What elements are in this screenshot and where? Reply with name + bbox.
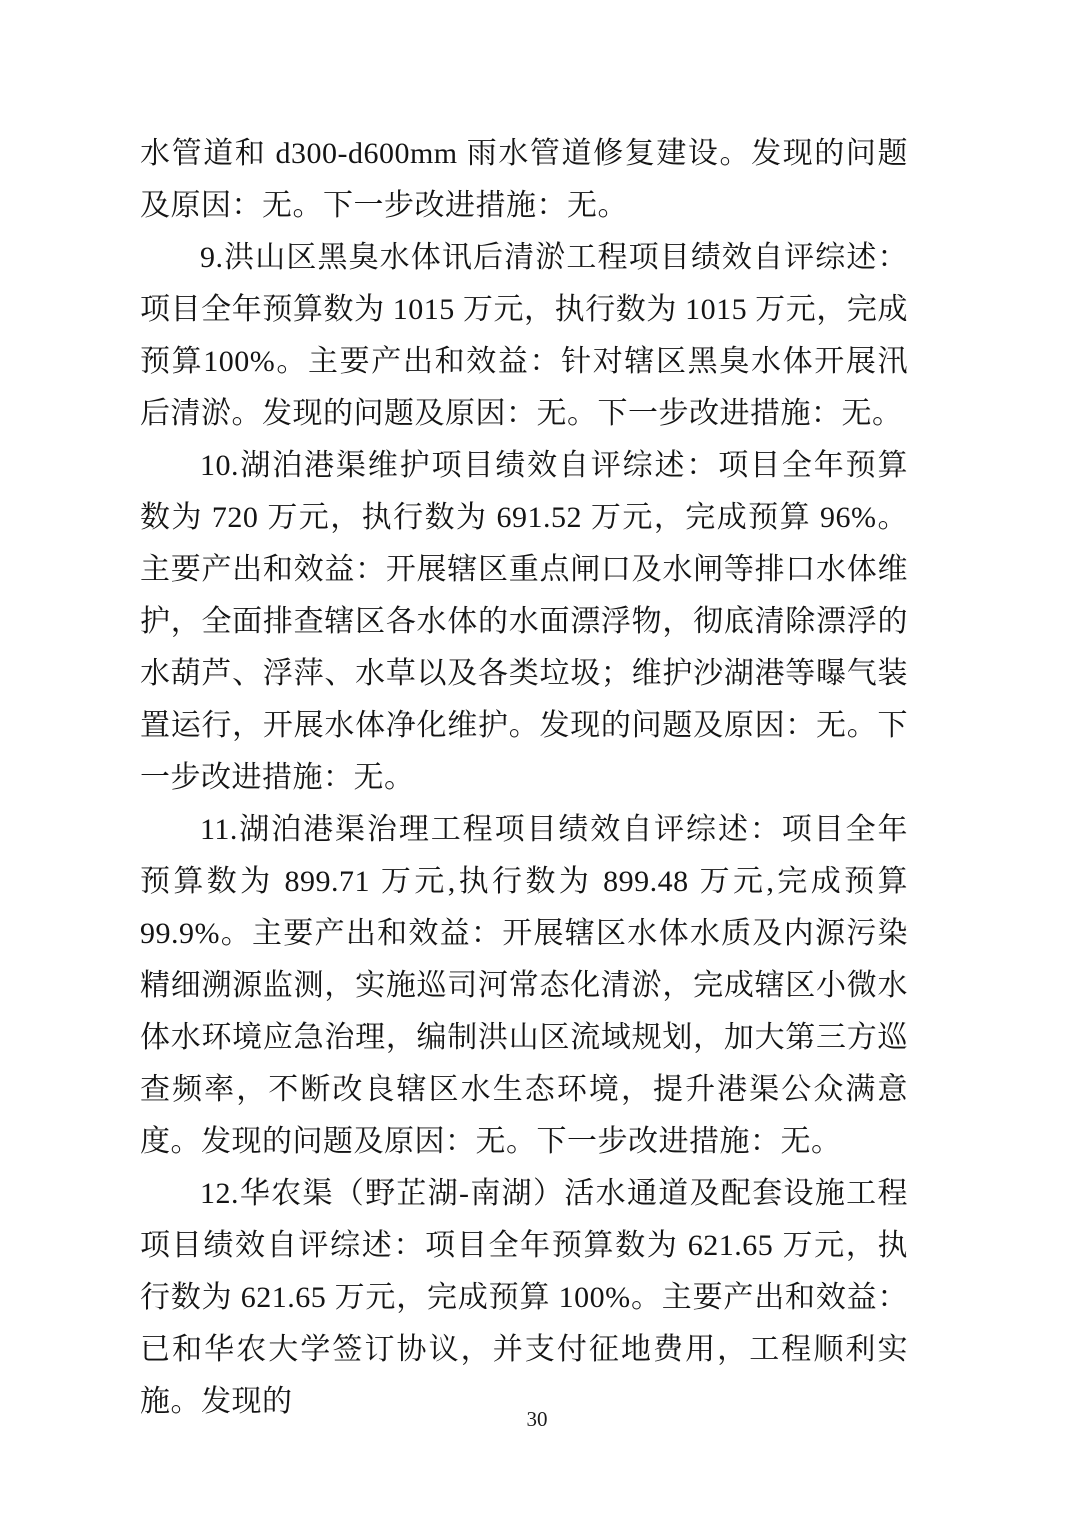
paragraph-item-9: 9.洪山区黑臭水体讯后清淤工程项目绩效自评综述：项目全年预算数为 1015 万元，执行数为 1015 万元，完成预算100%。主要产出和效益：针对辖区黑臭水体开展汛后清淤。发现的问题及原因：无。下一步改进措施：无。: [140, 241, 908, 430]
paragraph-item-11: 11.湖泊港渠治理工程项目绩效自评综述：项目全年预算数为 899.71 万元,执行数为 899.48 万元,完成预算 99.9%。主要产出和效益：开展辖区水体水质及内源污染精细溯源监测，实施巡司河常态化清淤，完成辖区小微水体水环境应急治理，编制洪山区流域规划，加大第三方巡查频率，不断改良辖区水生态环境，提升港渠公众满意度。发现的问题及原因：无。下一步改进措施：无。: [140, 813, 908, 1158]
page-number: 30: [526, 1407, 548, 1431]
paragraph-item-10: 10.湖泊港渠维护项目绩效自评综述：项目全年预算数为 720 万元，执行数为 691.52 万元，完成预算 96%。主要产出和效益：开展辖区重点闸口及水闸等排口水体维护，全面排查辖区各水体的水面漂浮物，彻底清除漂浮的水葫芦、浮萍、水草以及各类垃圾；维护沙湖港等曝气装置运行，开展水体净化维护。发现的问题及原因：无。下一步改进措施：无。: [140, 449, 908, 794]
paragraph-item-12: 12.华农渠（野芷湖-南湖）活水通道及配套设施工程项目绩效自评综述：项目全年预算数为 621.65 万元，执行数为 621.65 万元，完成预算 100%。主要产出和效益：已和华农大学签订协议，并支付征地费用，工程顺利实施。发现的: [140, 1177, 908, 1418]
document-body: [140, 128, 908, 1428]
paragraph-continuation: 水管道和 d300-d600mm 雨水管道修复建设。发现的问题及原因：无。下一步改进措施：无。: [140, 137, 908, 222]
page-footer: [0, 1404, 1074, 1434]
